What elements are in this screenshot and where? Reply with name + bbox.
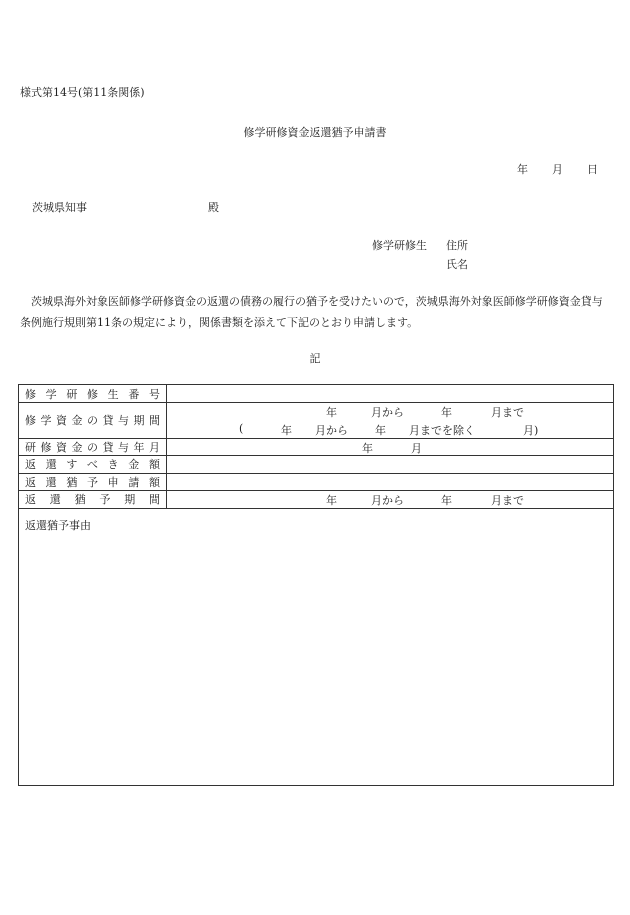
addressee: 茨城県知事: [32, 201, 87, 214]
row-label: 修学資金の貸与期間: [19, 402, 167, 438]
row-label: 返還猶予期間: [19, 490, 167, 508]
row-label: 返還すべき金額: [19, 455, 167, 473]
loan-year-end: 年: [441, 406, 452, 419]
ki-heading: 記: [309, 352, 321, 365]
exclusion-month-end: 月までを除く: [409, 424, 475, 437]
date-line: [493, 161, 598, 177]
deferral-reason-label: 返還猶予事由: [25, 519, 91, 532]
table-row: [19, 455, 613, 474]
date-month: 月: [552, 163, 563, 176]
table-row: [19, 402, 613, 439]
exclusion-close: 月): [523, 424, 539, 437]
exclusion-open: (: [239, 422, 244, 435]
row-label: 研修資金の貸与年月: [19, 438, 167, 455]
loan-year-start: 年: [326, 406, 337, 419]
deferral-month-start: 月から: [371, 494, 404, 507]
deferral-month-end: 月まで: [491, 494, 524, 507]
row-label: 修学研修生番号: [19, 385, 167, 402]
deferral-year-end: 年: [441, 494, 452, 507]
loan-month-start: 月から: [371, 406, 404, 419]
page-title: 修学研修資金返還猶予申請書: [243, 126, 387, 139]
table-row: [19, 473, 613, 491]
table-row: [19, 385, 613, 403]
table-row: [19, 438, 613, 456]
row-label: 返還猶予申請額: [19, 473, 167, 490]
name-label: 氏名: [446, 258, 468, 271]
body-text: 茨城県海外対象医師修学研修資金の返還の債務の履行の猶予を受けたいので，茨城県海外対象医師修学研修資金貸与条例施行規則第11条の規定により，関係書類を添えて下記のとおり申請します。: [20, 295, 603, 329]
deferral-year-start: 年: [326, 494, 337, 507]
date-year: 年: [517, 163, 528, 176]
application-table: [18, 384, 614, 786]
training-loan-month: 月: [411, 442, 422, 455]
addressee-honorific: 殿: [208, 201, 219, 214]
table-row: [19, 490, 613, 509]
loan-month-end: 月まで: [491, 406, 524, 419]
form-number: 様式第14号(第11条関係): [20, 86, 145, 99]
applicant-label: 修学研修生: [372, 239, 427, 252]
exclusion-year-end: 年: [375, 424, 386, 437]
exclusion-year-start: 年: [281, 424, 292, 437]
exclusion-month-start: 月から: [315, 424, 348, 437]
date-day: 日: [587, 163, 598, 176]
training-loan-year: 年: [362, 442, 373, 455]
address-label: 住所: [446, 239, 468, 252]
